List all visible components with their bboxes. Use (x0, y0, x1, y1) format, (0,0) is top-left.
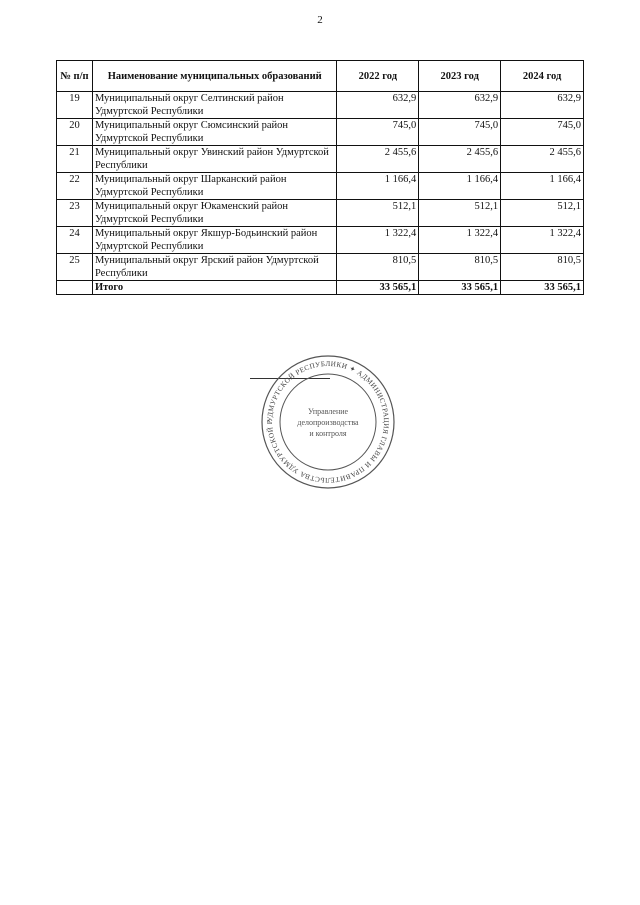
row-2024: 1 322,4 (501, 227, 584, 254)
header-name: Наименование муниципальных образований (92, 61, 337, 92)
row-2023: 512,1 (419, 200, 501, 227)
stamp-line-3: и контроля (309, 429, 347, 438)
row-2024: 512,1 (501, 200, 584, 227)
header-num: № п/п (57, 61, 93, 92)
table-row (57, 92, 584, 119)
row-2023: 2 455,6 (419, 146, 501, 173)
total-row (57, 281, 584, 295)
official-stamp (258, 352, 398, 492)
table-row (57, 173, 584, 200)
row-2023: 1 322,4 (419, 227, 501, 254)
total-label: Итого (92, 281, 337, 295)
row-2024: 745,0 (501, 119, 584, 146)
row-name: Муниципальный округ Шарканский район Удмуртской Республики (92, 173, 337, 200)
header-2024: 2024 год (501, 61, 584, 92)
table-row (57, 146, 584, 173)
header-2023: 2023 год (419, 61, 501, 92)
stamp-line-1: Управление (307, 407, 349, 416)
row-num: 19 (57, 92, 93, 119)
row-num: 22 (57, 173, 93, 200)
total-num (57, 281, 93, 295)
row-num: 21 (57, 146, 93, 173)
row-name: Муниципальный округ Ярский район Удмуртской Республики (92, 254, 337, 281)
stamp-graphic (258, 352, 398, 492)
table-row (57, 119, 584, 146)
row-name: Муниципальный округ Юкаменский район Удмуртской Республики (92, 200, 337, 227)
table-row (57, 227, 584, 254)
allocation-table (56, 60, 584, 295)
row-num: 25 (57, 254, 93, 281)
row-2023: 632,9 (419, 92, 501, 119)
table-header (57, 61, 584, 92)
page-number: 2 (317, 14, 323, 26)
row-2024: 1 166,4 (501, 173, 584, 200)
row-name: Муниципальный округ Сюмсинский район Удмуртской Республики (92, 119, 337, 146)
row-2022: 2 455,6 (337, 146, 419, 173)
total-2024: 33 565,1 (501, 281, 584, 295)
total-2023: 33 565,1 (419, 281, 501, 295)
row-2024: 810,5 (501, 254, 584, 281)
row-2023: 810,5 (419, 254, 501, 281)
header-2022: 2022 год (337, 61, 419, 92)
table-row (57, 200, 584, 227)
row-2023: 1 166,4 (419, 173, 501, 200)
row-2022: 745,0 (337, 119, 419, 146)
row-name: Муниципальный округ Увинский район Удмуртской Республики (92, 146, 337, 173)
stamp-ring-text: УДМУРТСКОЙ РЕСПУБЛИКИ ✦ АДМИНИСТРАЦИЯ ГЛАВЫ И ПРАВИТЕЛЬСТВА УДМУРТСКОЙ Р (265, 359, 391, 485)
row-2022: 512,1 (337, 200, 419, 227)
row-2023: 745,0 (419, 119, 501, 146)
row-name: Муниципальный округ Якшур-Бодьинский район Удмуртской Республики (92, 227, 337, 254)
row-2022: 1 322,4 (337, 227, 419, 254)
row-name: Муниципальный округ Селтинский район Удмуртской Республики (92, 92, 337, 119)
stamp-line-2: делопроизводства (297, 418, 359, 427)
table-row (57, 254, 584, 281)
row-num: 23 (57, 200, 93, 227)
row-2022: 1 166,4 (337, 173, 419, 200)
total-2022: 33 565,1 (337, 281, 419, 295)
row-num: 20 (57, 119, 93, 146)
row-2024: 2 455,6 (501, 146, 584, 173)
row-2022: 632,9 (337, 92, 419, 119)
row-2022: 810,5 (337, 254, 419, 281)
row-2024: 632,9 (501, 92, 584, 119)
row-num: 24 (57, 227, 93, 254)
